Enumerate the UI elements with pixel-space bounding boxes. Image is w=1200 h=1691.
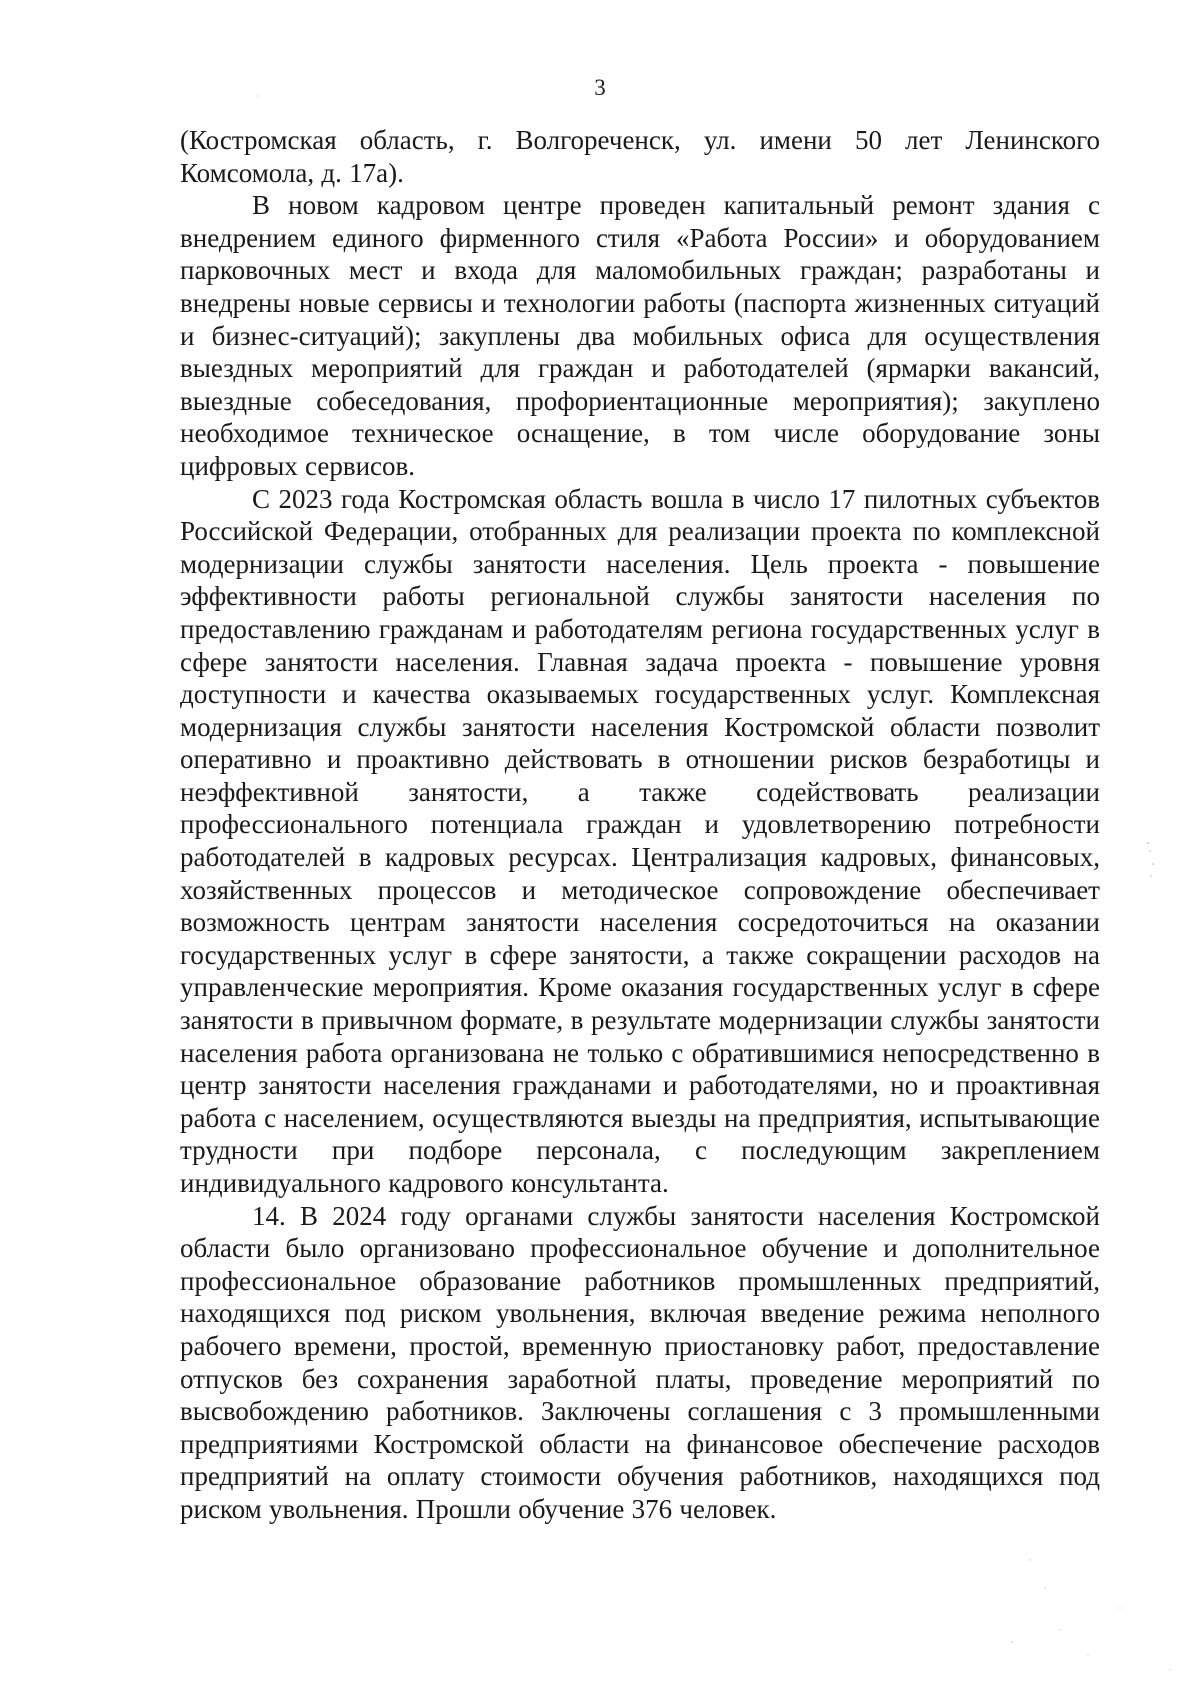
page-number: 3 bbox=[594, 75, 606, 100]
paragraph-item-14-training: 14. В 2024 году органами службы занятости населения Костромской области было организовано профессиональное обучение и дополнительное профессиональное образование работников промышленных предприятий, находящихся под риском увольнения, включая введение режима неполного рабочего времени, простой, временную приостановку работ, предоставление отпусков без сохранения заработной платы, проведение мероприятий по высвобождению работников. Заключены соглашения с 3 промышленными предприятиями Костромской области на финансовое обеспечение расходов предприятий на оплату стоимости обучения работников, находящихся под риском увольнения. Прошли обучение 376 человек. bbox=[180, 1200, 1100, 1524]
paragraph-new-staffing-center: В новом кадровом центре проведен капитальный ремонт здания с внедрением единого фирменного стиля «Работа России» и оборудованием парковочных мест и входа для маломобильных граждан; разработаны и внедрены новые сервисы и технологии работы (паспорта жизненных ситуаций и бизнес-ситуаций); закуплены два мобильных офиса для осуществления выездных мероприятий для граждан и работодателей (ярмарки вакансий, выездные собеседования, профориентационные мероприятия); закуплено необходимое техническое оснащение, в том числе оборудование зоны цифровых сервисов. bbox=[180, 190, 1100, 481]
document-body bbox=[180, 124, 1100, 1526]
paragraph-address-continuation: (Костромская область, г. Волгореченск, ул. имени 50 лет Ленинского Комсомола, д. 17а). bbox=[180, 125, 1100, 188]
paragraph-pilot-modernization: С 2023 года Костромская область вошла в число 17 пилотных субъектов Российской Федерации, отобранных для реализации проекта по комплексной модернизации службы занятости населения. Цель проекта - повышение эффективности работы региональной службы занятости населения по предоставлению гражданам и работодателям региона государственных услуг в сфере занятости населения. Главная задача проекта - повышение уровня доступности и качества оказываемых государственных услуг. Комплексная модернизация службы занятости населения Костромской области позволит оперативно и проактивно действовать в отношении рисков безработицы и неэффективной занятости, а также содействовать реализации профессионального потенциала граждан и удовлетворению потребности работодателей в кадровых ресурсах. Централизация кадровых, финансовых, хозяйственных процессов и методическое сопровождение обеспечивает возможность центрам занятости населения сосредоточиться на оказании государственных услуг в сфере занятости, а также сокращении расходов на управленческие мероприятия. Кроме оказания государственных услуг в сфере занятости в привычном формате, в результате модернизации службы занятости населения работа организована не только с обратившимися непосредственно в центр занятости населения гражданами и работодателями, но и проактивная работа с населением, осуществляются выезды на предприятия, испытывающие трудности при подборе персонала, с последующим закреплением индивидуального кадрового консультанта. bbox=[180, 483, 1100, 1198]
